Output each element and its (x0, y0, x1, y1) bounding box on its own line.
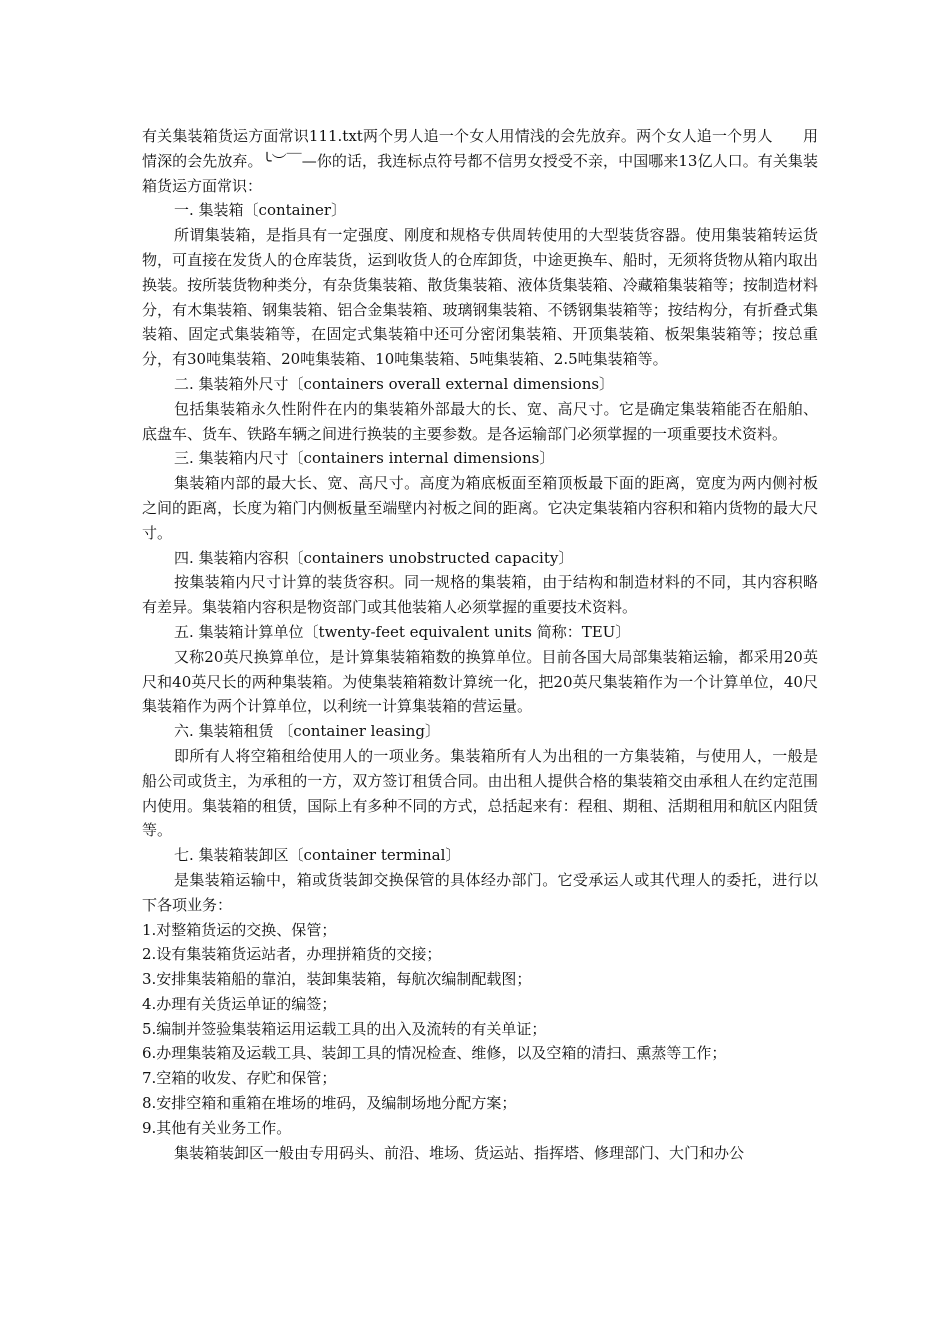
intro-paragraph: 有关集装箱货运方面常识111.txt两个男人追一个女人用情浅的会先放弃。两个女人追一个男人 用情深的会先放弃。╰︶￣—你的话，我连标点符号都不信男女授受不亲，中国哪来13亿人口。有关集装箱货运方面常识： (142, 127, 818, 195)
section-1-body: 所谓集装箱，是指具有一定强度、刚度和规格专供周转使用的大型装货容器。使用集装箱转运货物，可直接在发货人的仓库装货，运到收货人的仓库卸货，中途更换车、船时，无须将货物从箱内取出换装。按所装货物种类分，有杂货集装箱、散货集装箱、液体货集装箱、冷藏箱集装箱等；按制造材料分，有木集装箱、钢集装箱、铝合金集装箱、玻璃钢集装箱、不锈钢集装箱等；按结构分，有折叠式集装箱、固定式集装箱等，在固定式集装箱中还可分密闭集装箱、开顶集装箱、板架集装箱等；按总重分，有30吨集装箱、20吨集装箱、10吨集装箱、5吨集装箱、2.5吨集装箱等。 (142, 226, 818, 369)
section-1-heading: 一. 集装箱〔container〕 (174, 201, 347, 220)
section-7-heading: 七. 集装箱装卸区〔container terminal〕 (174, 846, 461, 865)
document-page (142, 124, 818, 1165)
list-item: 5.编制并签验集装箱运用运载工具的出入及流转的有关单证； (142, 1019, 547, 1038)
list-item: 2.设有集装箱货运站者，办理拼箱货的交接； (142, 945, 442, 964)
section-2-body: 包括集装箱永久性附件在内的集装箱外部最大的长、宽、高尺寸。它是确定集装箱能否在船舶、底盘车、货车、铁路车辆之间进行换装的主要参数。是各运输部门必须掌握的一项重要技术资料。 (142, 399, 818, 443)
section-5-body: 又称20英尺换算单位，是计算集装箱箱数的换算单位。目前各国大局部集装箱运输，都采用20英尺和40英尺长的两种集装箱。为使集装箱箱数计算统一化，把20英尺集装箱作为一个计算单位，40尺集装箱作为两个计算单位，以利统一计算集装箱的营运量。 (142, 647, 818, 716)
section-3-body: 集装箱内部的最大长、宽、高尺寸。高度为箱底板面至箱顶板最下面的距离，宽度为两内侧衬板之间的距离，长度为箱门内侧板量至端壁内衬板之间的距离。它决定集装箱内容积和箱内货物的最大尺寸。 (142, 474, 818, 542)
list-item: 6.办理集装箱及运载工具、装卸工具的情况检查、维修，以及空箱的清扫、熏蒸等工作； (142, 1044, 727, 1063)
section-3-heading: 三. 集装箱内尺寸〔containers internal dimensions〕 (174, 449, 555, 468)
list-item: 4.办理有关货运单证的编签； (142, 994, 337, 1013)
section-6-body: 即所有人将空箱租给使用人的一项业务。集装箱所有人为出租的一方集装箱，与使用人，一般是船公司或货主，为承租的一方，双方签订租赁合同。由出租人提供合格的集装箱交由承租人在约定范围内使用。集装箱的租赁，国际上有多种不同的方式，总括起来有：程租、期租、活期租用和航区内阻赁等。 (142, 746, 818, 840)
list-item: 3.安排集装箱船的靠泊，装卸集装箱，每航次编制配载图； (142, 970, 532, 989)
section-5-heading: 五. 集装箱计算单位〔twenty-feet equivalent units 简称：TEU〕 (174, 622, 631, 641)
section-2-heading: 二. 集装箱外尺寸〔containers overall external dimensions〕 (174, 374, 615, 393)
section-6-heading: 六. 集装箱租赁 〔container leasing〕 (174, 722, 441, 741)
section-4-heading: 四. 集装箱内容积〔containers unobstructed capacity〕 (174, 548, 574, 567)
list-item: 8.安排空箱和重箱在堆场的堆码，及编制场地分配方案； (142, 1094, 517, 1113)
closing-paragraph: 集装箱装卸区一般由专用码头、前沿、堆场、货运站、指挥塔、修理部门、大门和办公 (174, 1143, 745, 1162)
section-7-body: 是集装箱运输中，箱或货装卸交换保管的具体经办部门。它受承运人或其代理人的委托，进行以下各项业务： (142, 870, 818, 914)
list-item: 9.其他有关业务工作。 (142, 1118, 292, 1137)
section-4-body: 按集装箱内尺寸计算的装货容积。同一规格的集装箱，由于结构和制造材料的不同，其内容积略有差异。集装箱内容积是物资部门或其他装箱人必须掌握的重要技术资料。 (142, 573, 818, 617)
list-item: 7.空箱的收发、存贮和保管； (142, 1069, 337, 1088)
list-item: 1.对整箱货运的交换、保管； (142, 920, 337, 939)
